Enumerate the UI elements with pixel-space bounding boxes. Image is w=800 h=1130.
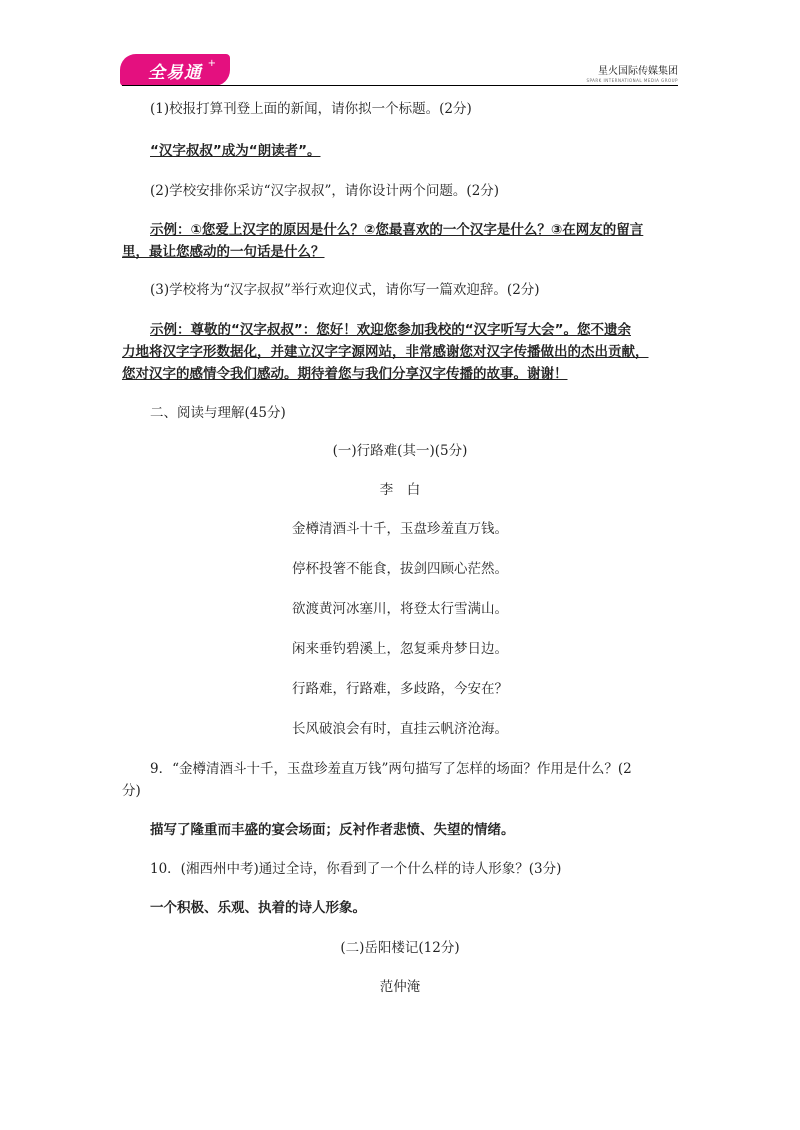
section-heading: 二、阅读与理解(45分): [150, 405, 286, 421]
poem-line: 长风破浪会有时，直挂云帆济沧海。: [292, 721, 508, 737]
poem-line: 金樽清酒斗十千，玉盘珍羞直万钱。: [292, 521, 508, 537]
answer-1: “汉字叔叔”成为“朗读者”。: [150, 143, 321, 159]
answer-10: 一个积极、乐观、执着的诗人形象。: [150, 900, 366, 916]
brand-subtitle: SPARK INTERNATIONAL MEDIA GROUP: [586, 78, 678, 83]
poem-line: 行路难，行路难，多歧路，今安在？: [292, 681, 508, 697]
answer-9: 描写了隆重而丰盛的宴会场面；反衬作者悲愤、失望的情绪。: [150, 822, 515, 838]
logo-text: 全易通: [148, 62, 202, 83]
answer-3-line-2: 力地将汉字字形数据化，并建立汉字字源网站，非常感谢您对汉字传播做出的杰出贡献，: [122, 344, 649, 360]
question-3: (3)学校将为“汉字叔叔”举行欢迎仪式，请你写一篇欢迎辞。(2分): [150, 282, 540, 298]
answer-2-line-2: 里，最让您感动的一句话是什么？: [122, 244, 325, 260]
question-10: 10．(湘西州中考)通过全诗，你看到了一个什么样的诗人形象？(3分): [150, 861, 562, 877]
poem-line: 停杯投箸不能食，拔剑四顾心茫然。: [292, 561, 508, 577]
brand-name: 星火国际传媒集团: [598, 66, 678, 77]
essay-title: (二)岳阳楼记(12分): [340, 940, 460, 956]
answer-3-line-1: 示例：尊敬的“汉字叔叔”：您好！欢迎您参加我校的“汉字听写大会”。您不遗余: [150, 322, 631, 338]
question-1: (1)校报打算刊登上面的新闻，请你拟一个标题。(2分): [150, 101, 472, 117]
answer-3-line-3: 您对汉字的感情令我们感动。期待着您与我们分享汉字传播的故事。谢谢！: [122, 366, 568, 382]
question-2: (2)学校安排你采访“汉字叔叔”，请你设计两个问题。(2分): [150, 183, 500, 199]
essay-author: 范仲淹: [379, 979, 421, 995]
logo: [120, 54, 230, 86]
answer-2-line-1: 示例：①您爱上汉字的原因是什么？②您最喜欢的一个汉字是什么？③在网友的留言: [150, 222, 644, 238]
poem-line: 欲渡黄河冰塞川，将登太行雪满山。: [292, 601, 508, 617]
poem-line: 闲来垂钓碧溪上，忽复乘舟梦日边。: [292, 641, 508, 657]
brand: [586, 62, 678, 83]
question-9-line-2: 分): [122, 783, 141, 799]
question-9-line-1: 9．“金樽清酒斗十千，玉盘珍羞直万钱”两句描写了怎样的场面？作用是什么？(2: [150, 761, 632, 777]
poem-author: 李 白: [379, 482, 421, 498]
page-header: [0, 0, 800, 92]
logo-plus: +: [207, 58, 216, 69]
poem-title: (一)行路难(其一)(5分): [332, 443, 468, 459]
header-rule: [122, 85, 678, 86]
